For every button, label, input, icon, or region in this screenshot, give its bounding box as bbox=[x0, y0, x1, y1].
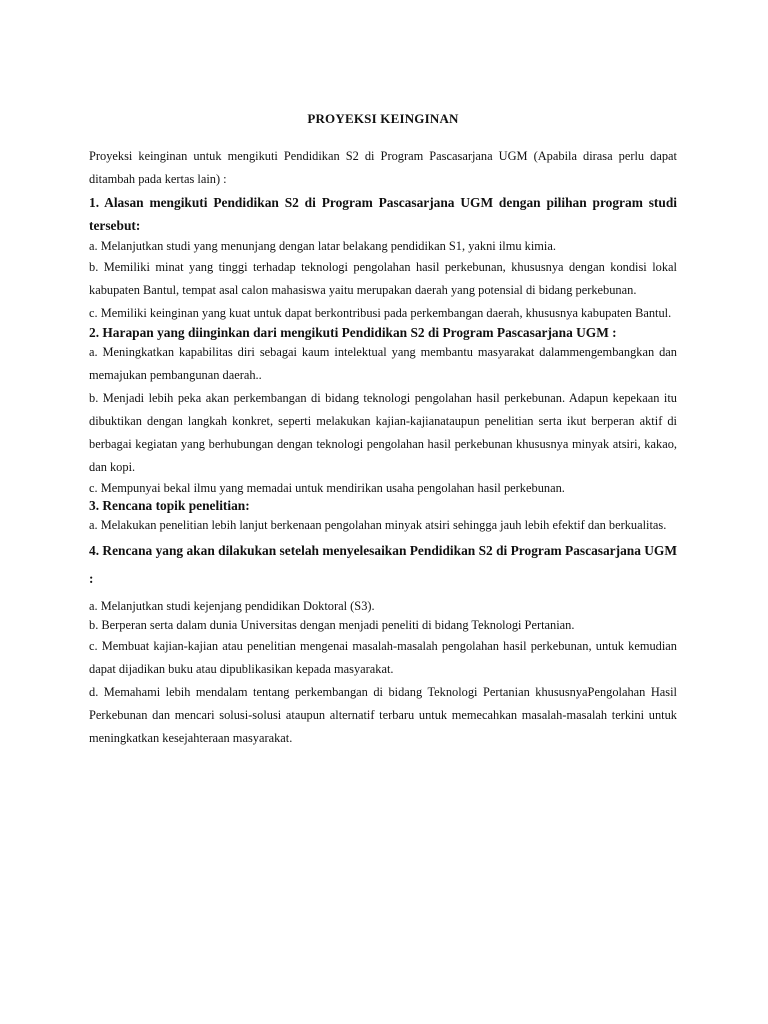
list-item: b. Menjadi lebih peka akan perkembangan di bidang teknologi pengolahan hasil perkebunan. Adapun kepekaan itu dibuktikan dengan langkah konkret, seperti melakukan kajian-kajianataupun penelitian serta ikut berperan aktif di berbagai kegiatan yang berhubungan dengan teknologi pengolahan hasil perkebunan khususnya minyak atsiri, kakao, dan kopi. bbox=[89, 391, 677, 474]
list-item: c. Membuat kajian-kajian atau penelitian mengenai masalah-masalah pengolahan hasil perkebunan, untuk kemudian dapat dijadikan buku atau dipublikasikan kepada masyarakat. bbox=[89, 639, 677, 676]
section-1 bbox=[89, 191, 677, 325]
intro-paragraph: Proyeksi keinginan untuk mengikuti Pendidikan S2 di Program Pascasarjana UGM (Apabila dirasa perlu dapat ditambah pada kertas lain) : bbox=[89, 149, 677, 186]
list-item: d. Memahami lebih mendalam tentang perkembangan di bidang Teknologi Pertanian khususnyaPengolahan Hasil Perkebunan dan mencari solusi-solusi ataupun alternatif terbaru untuk memecahkan masalah-masalah terkini untuk meningkatkan kesejahteraan masyarakat. bbox=[89, 685, 677, 745]
section-heading: 3. Rencana topik penelitian: bbox=[89, 498, 250, 513]
list-item: a. Meningkatkan kapabilitas diri sebagai kaum intelektual yang membantu masyarakat dalammengembangkan dan memajukan pembangunan daerah.. bbox=[89, 345, 677, 382]
list-item: c. Mempunyai bekal ilmu yang memadai untuk mendirikan usaha pengolahan hasil perkebunan. bbox=[89, 481, 565, 495]
section-4 bbox=[89, 537, 677, 750]
list-item: a. Melanjutkan studi kejenjang pendidikan Doktoral (S3). bbox=[89, 599, 375, 613]
list-item: a. Melanjutkan studi yang menunjang dengan latar belakang pendidikan S1, yakni ilmu kimia. bbox=[89, 239, 556, 253]
list-item: c. Memiliki keinginan yang kuat untuk dapat berkontribusi pada perkembangan daerah, khususnya kabupaten Bantul. bbox=[89, 306, 672, 320]
section-heading: 2. Harapan yang diinginkan dari mengikuti Pendidikan S2 di Program Pascasarjana UGM : bbox=[89, 325, 617, 340]
document-body bbox=[89, 111, 677, 750]
document-title: PROYEKSI KEINGINAN bbox=[307, 111, 459, 126]
section-3 bbox=[89, 498, 677, 537]
list-item: b. Memiliki minat yang tinggi terhadap teknologi pengolahan hasil perkebunan, khususnya dengan kondisi lokal kabupaten Bantul, tempat asal calon mahasiswa yaitu merupakan daerah yang potensial di bidang perkebunan. bbox=[89, 260, 677, 297]
section-2 bbox=[89, 325, 677, 498]
list-item: a. Melakukan penelitian lebih lanjut berkenaan pengolahan minyak atsiri sehingga jauh lebih efektif dan berkualitas. bbox=[89, 518, 667, 532]
section-heading: 4. Rencana yang akan dilakukan setelah menyelesaikan Pendidikan S2 di Program Pascasarjana UGM : bbox=[89, 543, 677, 586]
section-heading: 1. Alasan mengikuti Pendidikan S2 di Program Pascasarjana UGM dengan pilihan program studi tersebut: bbox=[89, 195, 677, 233]
list-item: b. Berperan serta dalam dunia Universitas dengan menjadi peneliti di bidang Teknologi Pertanian. bbox=[89, 618, 575, 632]
